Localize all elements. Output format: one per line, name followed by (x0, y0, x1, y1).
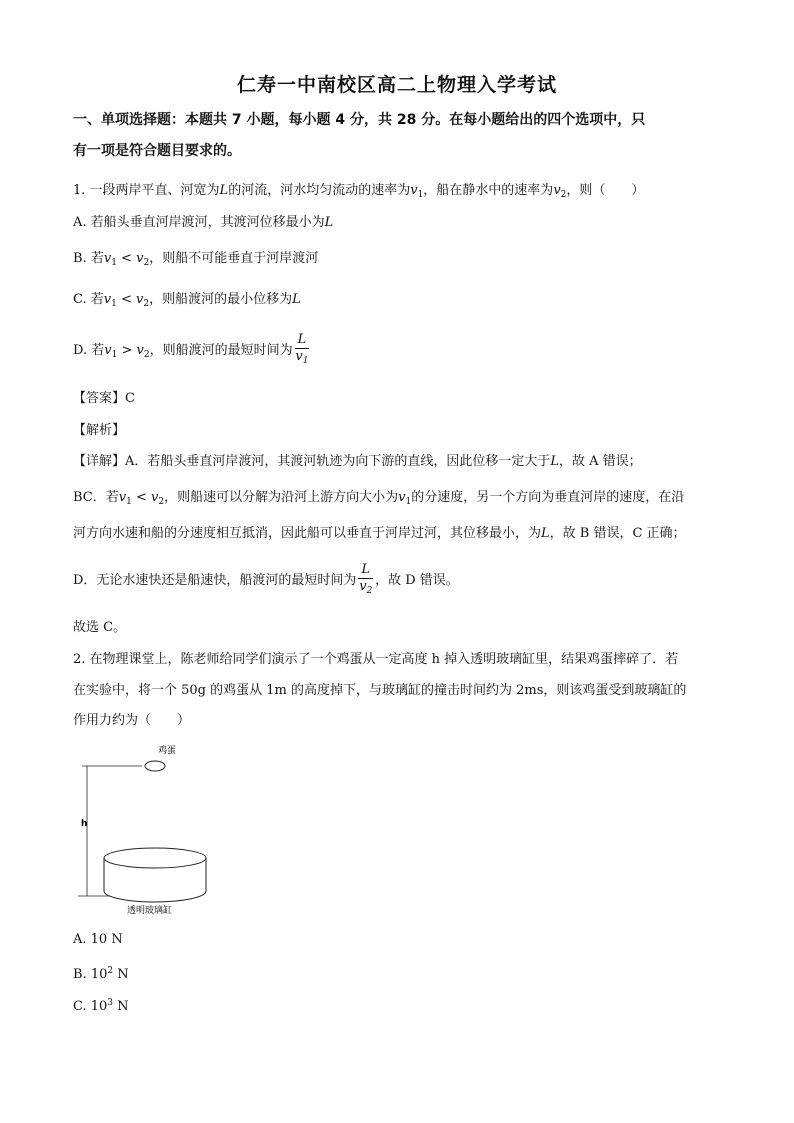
q2-option-a: A. 10 N (73, 932, 123, 947)
answer-tag: 【答案】 (73, 391, 126, 406)
q1-option-d: D. 若$v_1 > v_2$，则船渡河的最短时间为 $\frac{L}{v_1}$ (73, 332, 311, 372)
egg-label: 鸡蛋 (158, 746, 177, 756)
q1-detail-a: 【详解】A．若船头垂直河岸渡河，其渡河轨迹为向下游的直线，因此位移一定大于L，故 A 错误； (73, 454, 642, 469)
glass-tank-body (104, 858, 206, 902)
tank-label: 透明玻璃缸 (127, 906, 173, 916)
egg-shape (145, 761, 165, 771)
q1-detail-d: D．无论水速快还是船速快，船渡河的最短时间为 $\frac{L}{v_2}$ ，故 D 错误。 (73, 562, 459, 599)
q2-stem-line-1: 2. 在物理课堂上，陈老师给同学们演示了一个鸡蛋从一定高度 h 掉入透明玻璃缸里，结果鸡蛋摔碎了．若 (73, 652, 679, 667)
q2-stem-line-3: 作用力约为（ ） (73, 713, 191, 728)
q2-option-b: B. $10^2$ N (73, 966, 129, 982)
q2-stem-line-2: 在实验中，将一个 50g 的鸡蛋从 1m 的高度掉下，与玻璃缸的撞击时间约为 2ms，则该鸡蛋受到玻璃缸的 (73, 683, 687, 698)
q1-stem: 1. 一段两岸平直、河宽为L的河流，河水均匀流动的速率为$v_1$，船在静水中的速率为$v_2$，则（ ） (73, 183, 645, 200)
q1-option-c: C. 若$v_1 < v_2$，则船渡河的最小位移为L (73, 292, 301, 309)
q2-option-c: C. $10^3$ N (73, 998, 129, 1014)
fraction-L-over-v1: $\frac{L}{v_1}$ (295, 332, 309, 366)
q1-analysis-tag: 【解析】 (73, 423, 126, 438)
q1-answer: 【答案】C (73, 391, 135, 406)
glass-tank-rim (104, 848, 206, 868)
q1-conclusion: 故选 C。 (73, 620, 127, 635)
q1-option-b: B. 若$v_1 < v_2$，则船不可能垂直于河岸渡河 (73, 251, 319, 268)
q1-detail-bc: BC．若$v_1 < v_2$，则船速可以分解为沿河上游方向大小为$v_1$的分速度，另一个方向为垂直河岸的速度，在沿 (73, 490, 685, 507)
egg-drop-figure (70, 738, 240, 920)
fraction-L-over-v2: $\frac{L}{v_2}$ (359, 562, 373, 596)
q1-detail-bc-2: 河方向水速和船的分速度相互抵消，因此船可以垂直于河岸过河，其位移最小，为L，故 B 错误，C 正确； (73, 526, 686, 541)
page-title: 仁寿一中南校区高二上物理入学考试 (236, 74, 557, 96)
section-heading-line-1: 一、单项选择题：本题共 7 小题，每小题 4 分，共 28 分。在每小题给出的四个选项中，只 (73, 112, 646, 128)
height-label: h (81, 819, 88, 829)
q1-option-a: A. 若船头垂直河岸渡河，其渡河位移最小为L (73, 215, 334, 230)
section-heading-line-2: 有一项是符合题目要求的。 (73, 143, 241, 159)
